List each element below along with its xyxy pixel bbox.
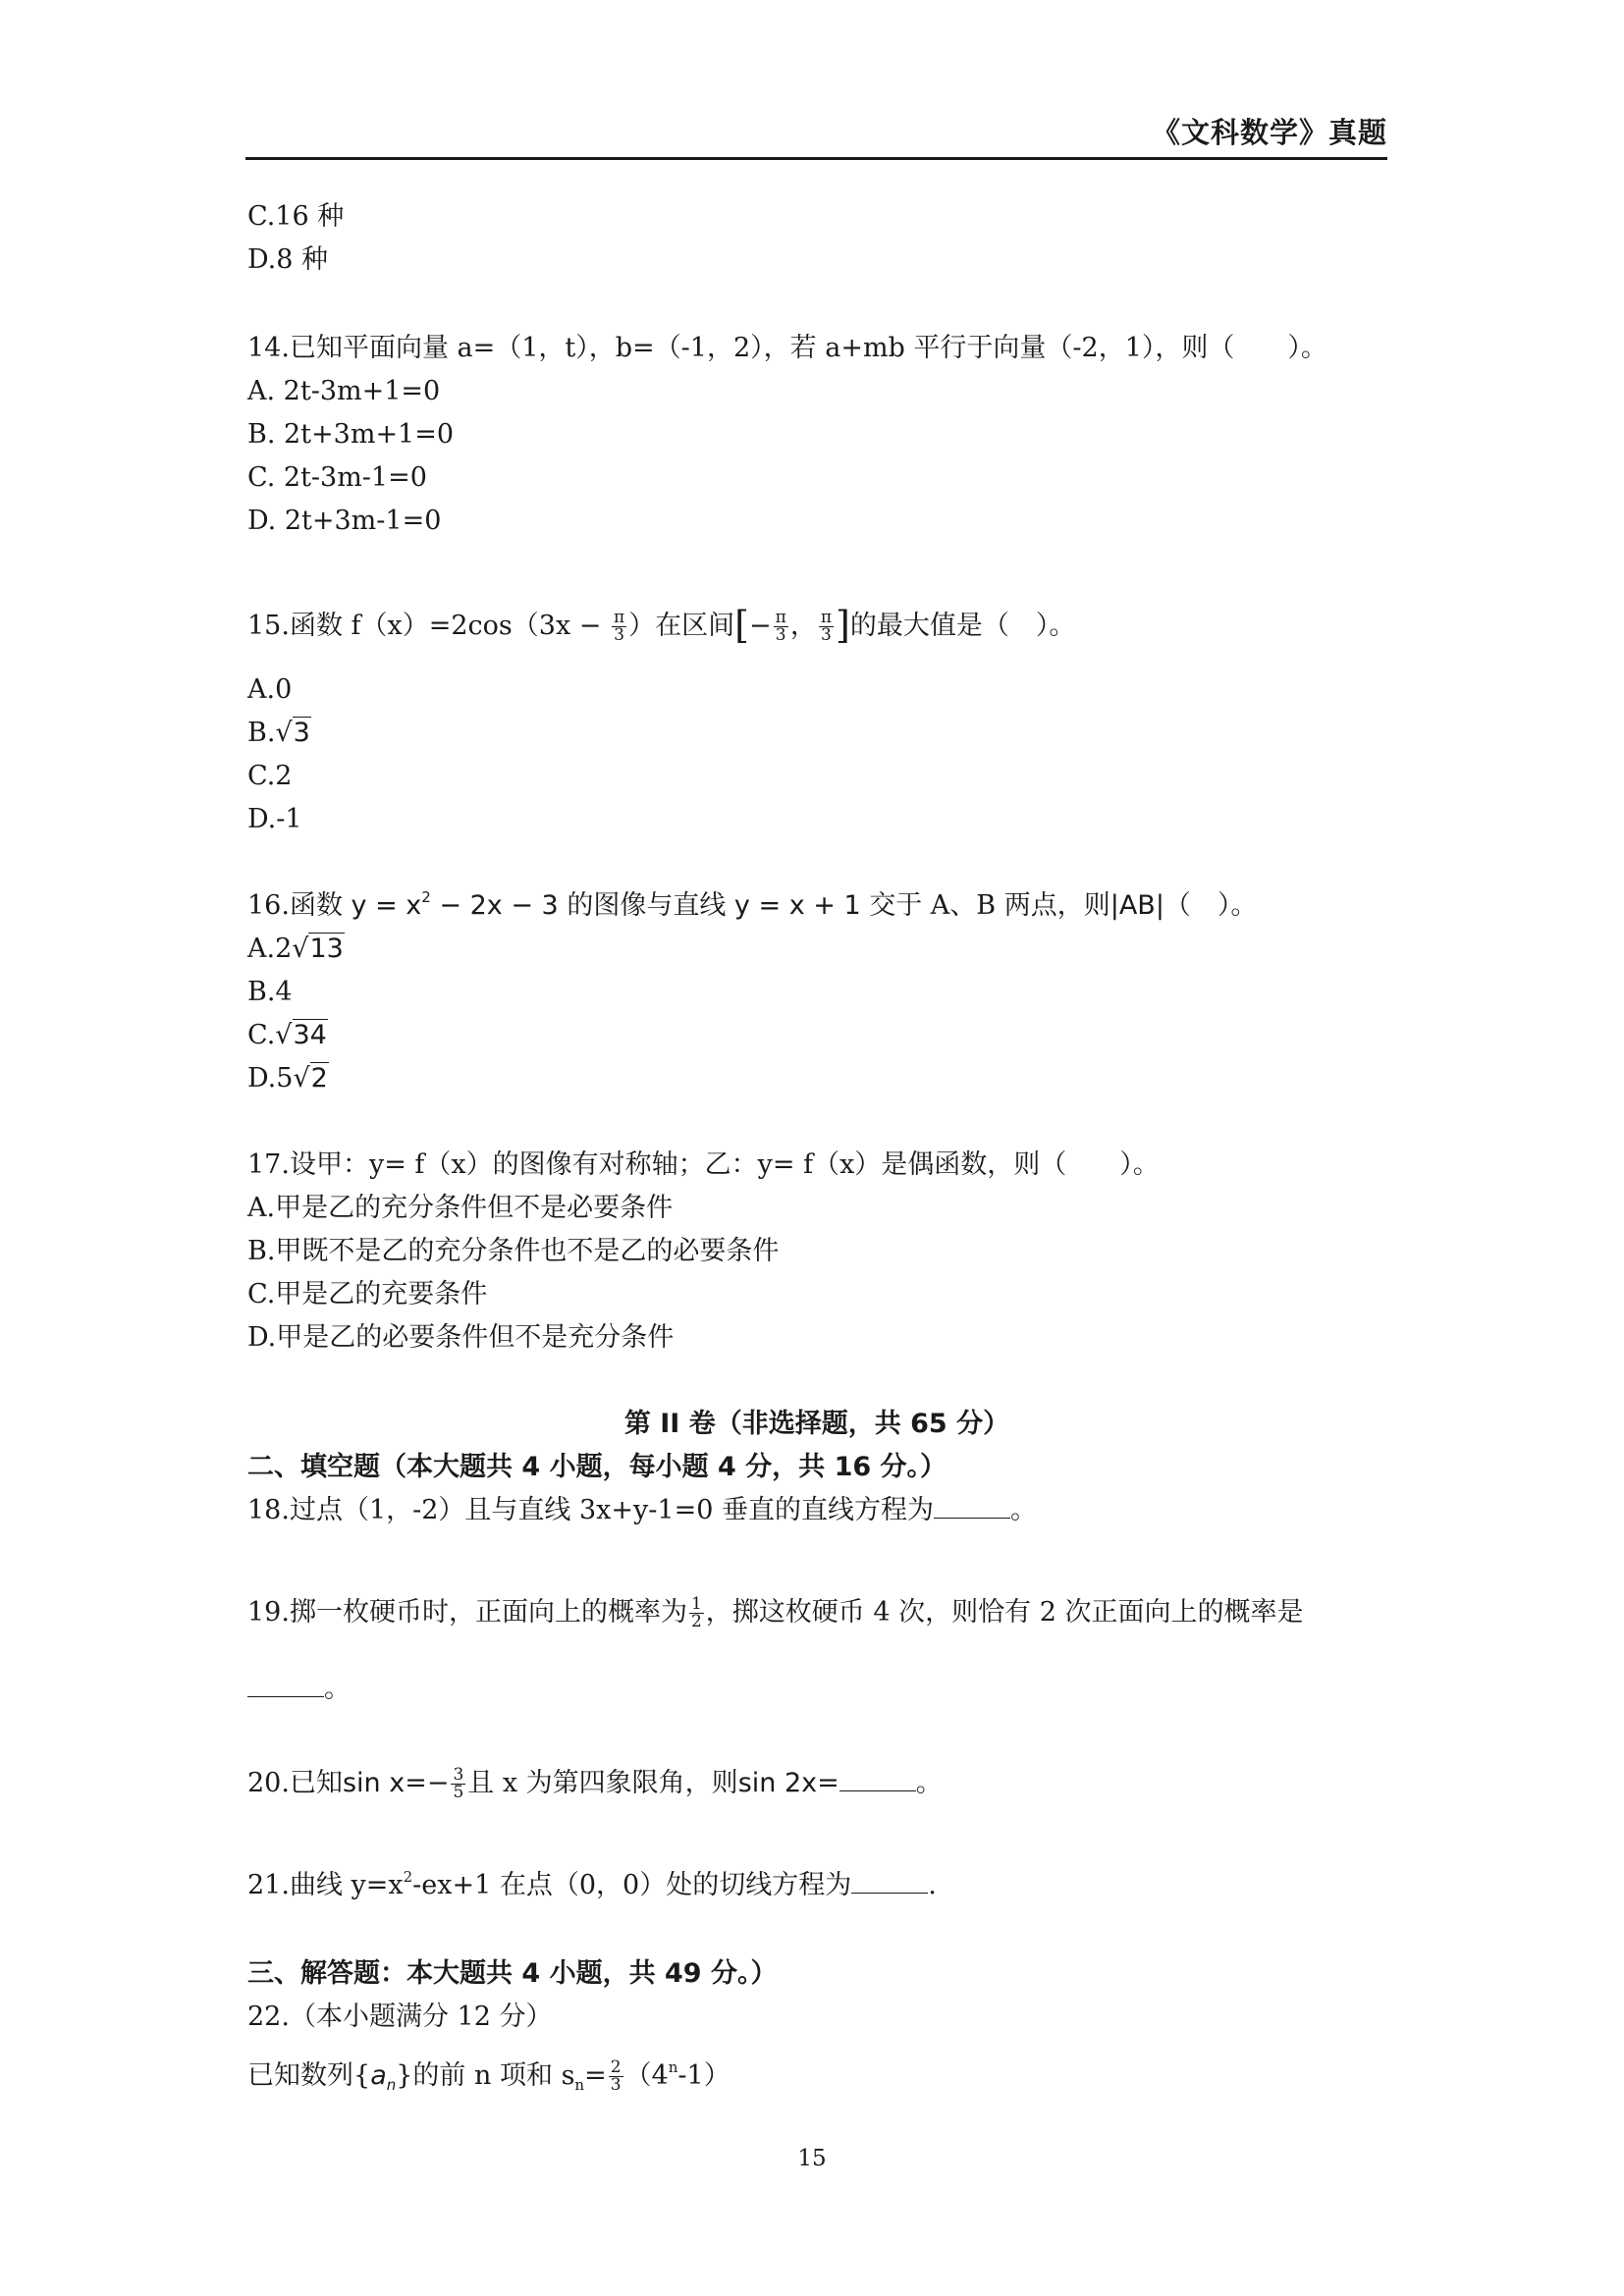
q21-stem-mid: -ex+1 在点（0，0）处的切线方程为 <box>412 1870 852 1900</box>
q19-stem-post: ，掷这枚硬币 4 次，则恰有 2 次正面向上的概率是 <box>705 1597 1304 1628</box>
minus-sign: − <box>749 611 772 641</box>
option-label: C. <box>247 1020 276 1050</box>
fraction-numerator: π <box>613 608 625 627</box>
q20-stem <box>247 1767 943 1801</box>
fraction-denominator: 3 <box>614 625 624 645</box>
q20-sin-2x: sin 2x <box>737 1768 818 1798</box>
part2-title: 第 II 卷（非选择题，共 65 分） <box>623 1409 1010 1439</box>
q19-stem-end: 。 <box>324 1674 351 1704</box>
q22-sequence-term <box>370 2060 397 2094</box>
q20-fraction <box>451 1767 465 1801</box>
fraction-denominator: 3 <box>775 625 786 645</box>
q22-stem <box>247 2059 731 2094</box>
option-label: A.2 <box>247 934 293 964</box>
radicand: 2 <box>310 1063 328 1094</box>
q19-stem <box>247 1596 1303 1630</box>
q14-option-d: D. 2t+3m-1=0 <box>247 506 442 536</box>
exponent: 2 <box>421 888 431 906</box>
equation-part: y = x <box>351 890 422 921</box>
q16-equation-parabola <box>352 890 559 921</box>
q22-fraction <box>609 2059 623 2094</box>
q20-stem-mid: 且 x 为第四象限角，则 <box>467 1768 738 1798</box>
fraction-numerator: π <box>820 608 832 627</box>
q16-stem-mid: 的图像与直线 <box>558 890 734 921</box>
header-title: 《文科数学》真题 <box>1151 116 1387 149</box>
option-label: D.5 <box>247 1063 294 1094</box>
q15-option-b <box>247 717 311 750</box>
option-label: B. <box>247 718 276 748</box>
q18-stem-pre: 18.过点（1，-2）且与直线 3x+y-1=0 垂直的直线方程为 <box>247 1495 934 1525</box>
equals: = <box>817 1768 839 1798</box>
q15-option-d: D.-1 <box>247 804 302 834</box>
q17-option-a: A.甲是乙的充分条件但不是必要条件 <box>247 1193 674 1223</box>
q15-stem-post: 的最大值是（ ）。 <box>849 611 1076 641</box>
q15-fraction-upper <box>819 610 834 644</box>
q22-title: 22.（本小题满分 12 分） <box>247 2002 553 2032</box>
q16-equation-line: y = x + 1 <box>733 890 861 921</box>
q22-stem-tail: -1） <box>677 2060 731 2091</box>
fraction-denominator: 3 <box>820 625 832 645</box>
q15-option-c: C.2 <box>247 761 293 791</box>
q18-stem-post: 。 <box>1009 1495 1037 1525</box>
q17-stem: 17.设甲：y= f（x）的图像有对称轴；乙：y= f（x）是偶函数，则（ ）。 <box>247 1149 1160 1180</box>
q13-option-d: D.8 种 <box>247 244 329 275</box>
q14-stem: 14.已知平面向量 a=（1，t），b=（-1，2），若 a+mb 平行于向量（-2，1），则（ ）。 <box>247 333 1327 363</box>
q14-option-c: C. 2t-3m-1=0 <box>247 462 427 493</box>
equals-minus: =− <box>405 1768 450 1798</box>
q21-stem-pre: 21.曲线 y=x <box>247 1870 404 1900</box>
sum-subscript: n <box>574 2076 585 2094</box>
q17-option-b: B.甲既不是乙的充分条件也不是乙的必要条件 <box>247 1236 780 1266</box>
fraction-numerator: π <box>775 608 786 627</box>
q15-fraction-pi-3 <box>612 610 626 644</box>
answer-section-title: 三、解答题：本大题共 4 小题，共 49 分。） <box>247 1958 778 1989</box>
q21-stem <box>247 1869 937 1902</box>
comma: ， <box>789 611 817 641</box>
equals: = <box>584 2060 607 2091</box>
q18-stem <box>247 1494 1037 1527</box>
q13-option-c: C.16 种 <box>247 201 345 232</box>
q15-stem <box>247 604 1076 647</box>
q15-stem-pre: 15.函数 f（x）=2cos（3x − <box>247 611 610 641</box>
exponent: n <box>668 2058 678 2076</box>
sqrt-icon: √34 <box>275 1020 327 1050</box>
fraction-numerator: 2 <box>610 2057 622 2077</box>
page-header <box>245 110 1387 160</box>
q14-option-b: B. 2t+3m+1=0 <box>247 419 455 450</box>
q16-option-c <box>247 1019 328 1052</box>
q21-stem-post: . <box>928 1870 937 1900</box>
sqrt-icon: √2 <box>293 1063 328 1094</box>
exponent: 2 <box>403 1868 413 1886</box>
fill-in-section-title: 二、填空题（本大题共 4 小题，每小题 4 分，共 16 分。） <box>247 1452 947 1482</box>
radicand: 34 <box>293 1020 327 1050</box>
q20-stem-pre: 20.已知 <box>247 1768 343 1798</box>
q16-stem-tail: （ ）。 <box>1164 890 1258 921</box>
q14-option-a: A. 2t-3m+1=0 <box>247 376 441 406</box>
q19-fraction <box>689 1596 704 1630</box>
q15-fraction-lower <box>774 610 788 644</box>
q16-stem-post: 交于 A、B 两点，则 <box>860 890 1110 921</box>
fraction-denominator: 2 <box>690 1612 702 1631</box>
q16-option-b: B.4 <box>247 977 293 1007</box>
page-number: 15 <box>797 2146 827 2171</box>
answer-blank <box>839 1769 916 1791</box>
q17-option-d: D.甲是乙的必要条件但不是充分条件 <box>247 1322 675 1353</box>
left-bracket-icon: [ <box>734 604 749 647</box>
q15-option-a: A.0 <box>247 674 293 705</box>
q16-option-d <box>247 1062 329 1095</box>
term-subscript: n <box>386 2076 397 2094</box>
q20-stem-post: 。 <box>915 1768 943 1798</box>
q16-option-a <box>247 933 345 966</box>
q22-stem-pre: 已知数列{ <box>247 2060 371 2091</box>
radicand: 3 <box>293 718 310 748</box>
q19-stem-pre: 19.掷一枚硬币时，正面向上的概率为 <box>247 1597 687 1628</box>
q16-stem <box>247 889 1257 923</box>
answer-blank <box>851 1871 928 1894</box>
q16-stem-pre: 16.函数 <box>247 890 352 921</box>
term-base: a <box>370 2060 387 2091</box>
q22-stem-post: （4 <box>624 2060 669 2091</box>
q17-option-c: C.甲是乙的充要条件 <box>247 1279 488 1309</box>
fraction-denominator: 5 <box>453 1783 464 1802</box>
right-bracket-icon: ] <box>836 604 850 647</box>
q22-stem-mid: }的前 n 项和 s <box>396 2060 575 2091</box>
fraction-numerator: 3 <box>453 1765 464 1785</box>
answer-blank <box>247 1675 324 1697</box>
equation-part: − 2x − 3 <box>430 890 559 921</box>
q15-stem-mid: ）在区间 <box>628 611 735 641</box>
fraction-denominator: 3 <box>610 2075 622 2095</box>
fraction-numerator: 1 <box>690 1594 702 1614</box>
q20-sin-x: sin x <box>342 1768 406 1798</box>
q16-ab-length: |AB| <box>1110 890 1164 921</box>
answer-blank <box>934 1496 1010 1519</box>
sqrt-icon: √3 <box>275 718 310 748</box>
q19-answer-line <box>247 1673 351 1706</box>
sqrt-icon: √13 <box>292 934 344 964</box>
radicand: 13 <box>309 934 344 964</box>
